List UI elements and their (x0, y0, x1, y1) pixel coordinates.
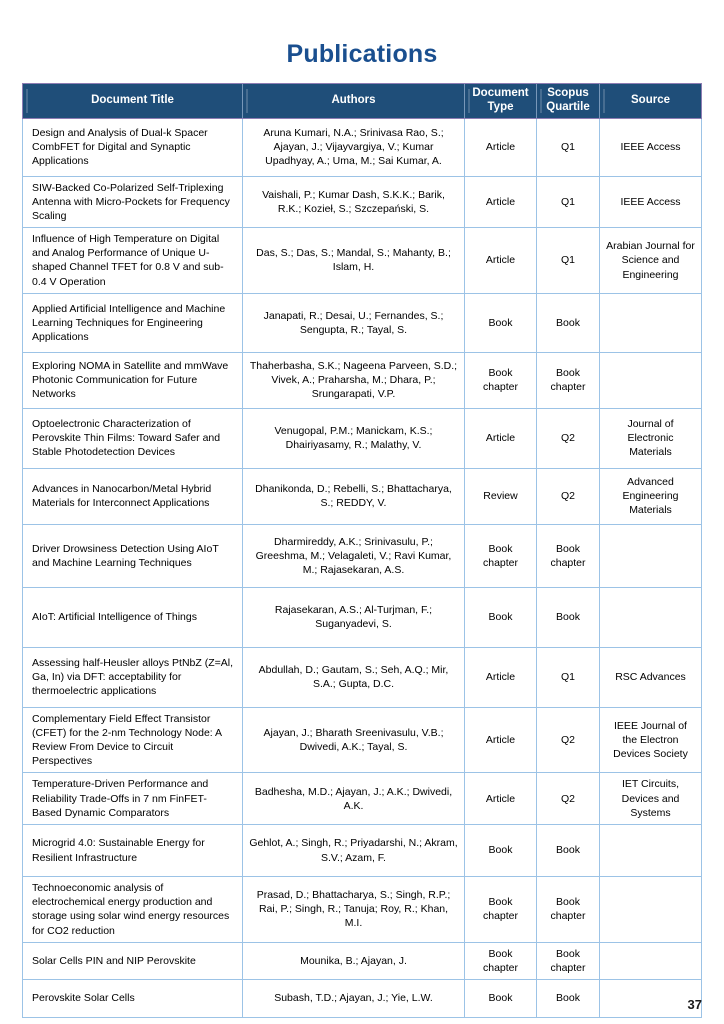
table-row (23, 647, 701, 707)
document-title-cell: Influence of High Temperature on Digital and Analog Performance of Unique U-shaped Channel TFET for 0.8 V and sub-0.4 V Operation (32, 233, 224, 288)
document-title-cell: Advances in Nanocarbon/Metal Hybrid Materials for Interconnect Applications (32, 483, 212, 510)
document-type-cell: Article (464, 708, 536, 773)
table-row (23, 772, 701, 824)
source-cell (599, 943, 701, 979)
header-scopus-quartile: Scopus Quartile (536, 84, 599, 118)
scopus-quartile-cell: Q1 (536, 648, 599, 707)
source-cell (599, 353, 701, 408)
scopus-quartile-cell: Book (536, 980, 599, 1017)
scopus-quartile-cell: Q2 (536, 469, 599, 524)
scopus-quartile-cell: Book (536, 588, 599, 647)
page-number: 37 (687, 997, 702, 1012)
document-type-cell: Book (464, 588, 536, 647)
document-title-cell: Solar Cells PIN and NIP Perovskite (32, 954, 196, 967)
table-header-row (22, 83, 702, 119)
authors-cell: Vaishali, P.; Kumar Dash, S.K.K.; Barik, R.K.; Kozieł, S.; Szczepański, S. (242, 177, 464, 228)
authors-cell: Prasad, D.; Bhattacharya, S.; Singh, R.P.; Rai, P.; Singh, R.; Tanuja; Roy, R.; Khan, M.I. (242, 877, 464, 942)
source-cell (599, 294, 701, 352)
authors-cell: Aruna Kumari, N.A.; Srinivasa Rao, S.; Ajayan, J.; Vijayvargiya, V.; Kumar Upadhyay, A.; Uma, M.; Sai Kumar, A. (242, 119, 464, 176)
authors-cell: Dhanikonda, D.; Rebelli, S.; Bhattacharya, S.; REDDY, V. (242, 469, 464, 524)
header-source: Source (599, 84, 701, 118)
table-row (23, 707, 701, 773)
scopus-quartile-cell: Q2 (536, 409, 599, 468)
authors-cell: Badhesha, M.D.; Ajayan, J.; A.K.; Dwivedi, A.K. (242, 773, 464, 824)
source-cell (599, 980, 701, 1017)
source-cell (599, 588, 701, 647)
document-type-cell: Article (464, 228, 536, 293)
document-type-cell: Article (464, 773, 536, 824)
table-row (23, 408, 701, 468)
table-body (22, 119, 702, 1018)
authors-cell: Janapati, R.; Desai, U.; Fernandes, S.; Sengupta, R.; Tayal, S. (242, 294, 464, 352)
authors-cell: Dharmireddy, A.K.; Srinivasulu, P.; Greeshma, M.; Velagaleti, V.; Ravi Kumar, M.; Rajasekaran, A.S. (242, 525, 464, 587)
table-row (23, 176, 701, 228)
table-row (23, 468, 701, 524)
authors-cell: Venugopal, P.M.; Manickam, K.S.; Dhairiyasamy, R.; Malathy, V. (242, 409, 464, 468)
authors-cell: Ajayan, J.; Bharath Sreenivasulu, V.B.; Dwivedi, A.K.; Tayal, S. (242, 708, 464, 773)
document-type-cell: Book (464, 294, 536, 352)
source-cell: Arabian Journal for Science and Engineering (599, 228, 701, 293)
document-title-cell: Optoelectronic Characterization of Perovskite Thin Films: Toward Safer and Stable Photodetection Devices (32, 418, 221, 459)
authors-cell: Subash, T.D.; Ajayan, J.; Yie, L.W. (242, 980, 464, 1017)
source-cell: Journal of Electronic Materials (599, 409, 701, 468)
scopus-quartile-cell: Q1 (536, 228, 599, 293)
scopus-quartile-cell: Q1 (536, 119, 599, 176)
scopus-quartile-cell: Q2 (536, 773, 599, 824)
scopus-quartile-cell: Book chapter (536, 525, 599, 587)
table-row (23, 119, 701, 176)
document-title-cell: Microgrid 4.0: Sustainable Energy for Resilient Infrastructure (32, 837, 205, 864)
document-title-cell: Exploring NOMA in Satellite and mmWave Photonic Communication for Future Networks (32, 360, 229, 401)
source-cell: IEEE Access (599, 119, 701, 176)
publications-table (22, 83, 702, 1018)
document-title-cell: Perovskite Solar Cells (32, 992, 135, 1005)
document-type-cell: Book chapter (464, 877, 536, 942)
page-title: Publications (286, 40, 438, 68)
source-cell: IEEE Journal of the Electron Devices Society (599, 708, 701, 773)
scopus-quartile-cell: Q2 (536, 708, 599, 773)
document-type-cell: Book chapter (464, 943, 536, 979)
table-row (23, 227, 701, 293)
table-row (23, 824, 701, 876)
header-authors: Authors (242, 84, 464, 118)
source-cell (599, 525, 701, 587)
document-title-cell: Applied Artificial Intelligence and Machine Learning Techniques for Engineering Applications (32, 302, 226, 343)
scopus-quartile-cell: Q1 (536, 177, 599, 228)
scopus-quartile-cell: Book chapter (536, 943, 599, 979)
table-row (23, 942, 701, 979)
document-title-cell: AIoT: Artificial Intelligence of Things (32, 611, 197, 624)
table-row (23, 352, 701, 408)
document-title-cell: Design and Analysis of Dual-k Spacer CombFET for Digital and Synaptic Applications (32, 126, 208, 168)
source-cell: Advanced Engineering Materials (599, 469, 701, 524)
authors-cell: Thaherbasha, S.K.; Nageena Parveen, S.D.; Vivek, A.; Praharsha, M.; Dhara, P.; Srungarapati, V.P. (242, 353, 464, 408)
table-row (23, 587, 701, 647)
source-cell: RSC Advances (599, 648, 701, 707)
table-row (23, 524, 701, 587)
source-cell: IET Circuits, Devices and Systems (599, 773, 701, 824)
document-type-cell: Book chapter (464, 353, 536, 408)
document-title-cell: Driver Drowsiness Detection Using AIoT and Machine Learning Techniques (32, 542, 219, 569)
header-document-type: Document Type (464, 84, 536, 118)
document-type-cell: Article (464, 409, 536, 468)
document-title-cell: Assessing half-Heusler alloys PtNbZ (Z=Al, Ga, In) via DFT: acceptability for thermoelectric applications (32, 657, 234, 698)
document-type-cell: Article (464, 177, 536, 228)
authors-cell: Mounika, B.; Ajayan, J. (242, 943, 464, 979)
header-document-title: Document Title (23, 84, 242, 118)
table-row (23, 293, 701, 352)
source-cell: IEEE Access (599, 177, 701, 228)
document-type-cell: Review (464, 469, 536, 524)
authors-cell: Abdullah, D.; Gautam, S.; Seh, A.Q.; Mir, S.A.; Gupta, D.C. (242, 648, 464, 707)
document-title-cell: Technoeconomic analysis of electrochemical energy production and storage using solar wind energy resources for CO2 reduction (32, 882, 230, 937)
document-type-cell: Book (464, 825, 536, 876)
scopus-quartile-cell: Book (536, 825, 599, 876)
source-cell (599, 877, 701, 942)
scopus-quartile-cell: Book chapter (536, 353, 599, 408)
authors-cell: Das, S.; Das, S.; Mandal, S.; Mahanty, B.; Islam, H. (242, 228, 464, 293)
document-title-cell: SIW-Backed Co-Polarized Self-Triplexing Antenna with Micro-Pockets for Frequency Scaling (32, 181, 230, 222)
document-type-cell: Article (464, 119, 536, 176)
document-title-cell: Temperature-Driven Performance and Reliability Trade-Offs in 7 nm FinFET-Based Dynamic Comparators (32, 778, 209, 819)
source-cell (599, 825, 701, 876)
document-type-cell: Book chapter (464, 525, 536, 587)
scopus-quartile-cell: Book (536, 294, 599, 352)
table-row (23, 979, 701, 1017)
document-title-cell: Complementary Field Effect Transistor (CFET) for the 2-nm Technology Node: A Review From Device to Circuit Perspectives (32, 712, 222, 768)
authors-cell: Rajasekaran, A.S.; Al-Turjman, F.; Suganyadevi, S. (242, 588, 464, 647)
scopus-quartile-cell: Book chapter (536, 877, 599, 942)
authors-cell: Gehlot, A.; Singh, R.; Priyadarshi, N.; Akram, S.V.; Azam, F. (242, 825, 464, 876)
table-row (23, 876, 701, 942)
document-type-cell: Article (464, 648, 536, 707)
document-type-cell: Book (464, 980, 536, 1017)
